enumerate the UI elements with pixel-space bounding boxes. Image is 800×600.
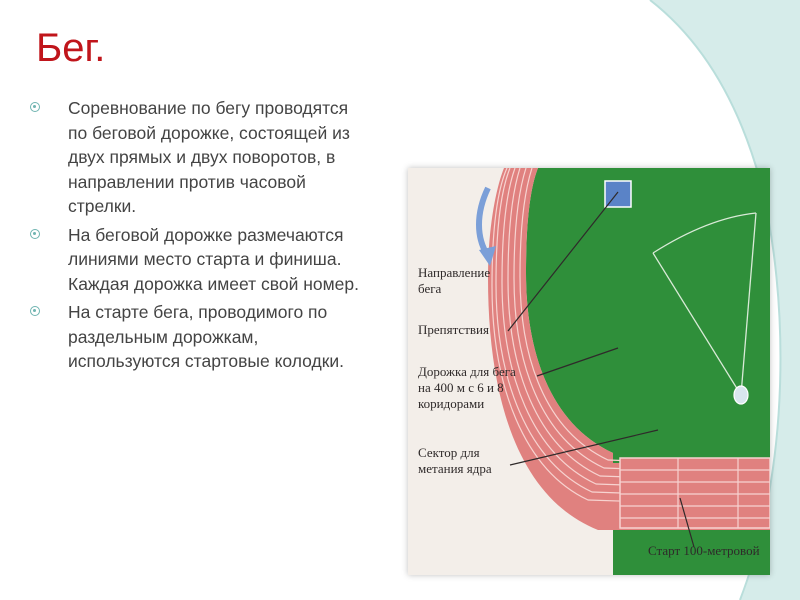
shot-put-circle (734, 386, 748, 404)
label-direction-line1: Направление (418, 265, 491, 280)
label-track (418, 364, 516, 412)
label-direction (418, 265, 490, 297)
label-start-text: Старт 100-метровой (648, 543, 760, 558)
label-track-line1: Дорожка для бега (418, 364, 516, 379)
bullet-text: На старте бега, проводимого по раздельным дорожкам, используются стартовые колодки. (68, 302, 345, 371)
bullet-item (30, 96, 360, 219)
label-sector-line2: метания ядра (418, 461, 492, 476)
slide-title: Бег. (36, 26, 106, 70)
direction-arrow-icon (479, 188, 488, 256)
label-track-line3: коридорами (418, 396, 485, 411)
bullet-item (30, 300, 360, 374)
bullet-text: На беговой дорожке размечаются линиями место старта и финиша. Каждая дорожка имеет свой номер. (68, 224, 360, 294)
bullet-list (30, 96, 360, 378)
label-direction-line2: бега (418, 281, 442, 296)
label-sector (418, 445, 492, 477)
bullet-item (30, 223, 360, 297)
bullet-icon (30, 102, 40, 112)
label-start (648, 543, 760, 559)
label-obstacles-text: Препятствия (418, 322, 489, 337)
label-obstacles (418, 322, 489, 338)
label-sector-line1: Сектор для (418, 445, 480, 460)
bullet-icon (30, 229, 40, 239)
bullet-text: Соревнование по бегу проводятся по беговой дорожке, состоящей из двух прямых и двух поворотов, в направлении против часовой стрелки. (68, 98, 350, 216)
track-diagram (408, 168, 770, 575)
bullet-icon (30, 306, 40, 316)
label-track-line2: на 400 м с 6 и 8 (418, 380, 504, 395)
